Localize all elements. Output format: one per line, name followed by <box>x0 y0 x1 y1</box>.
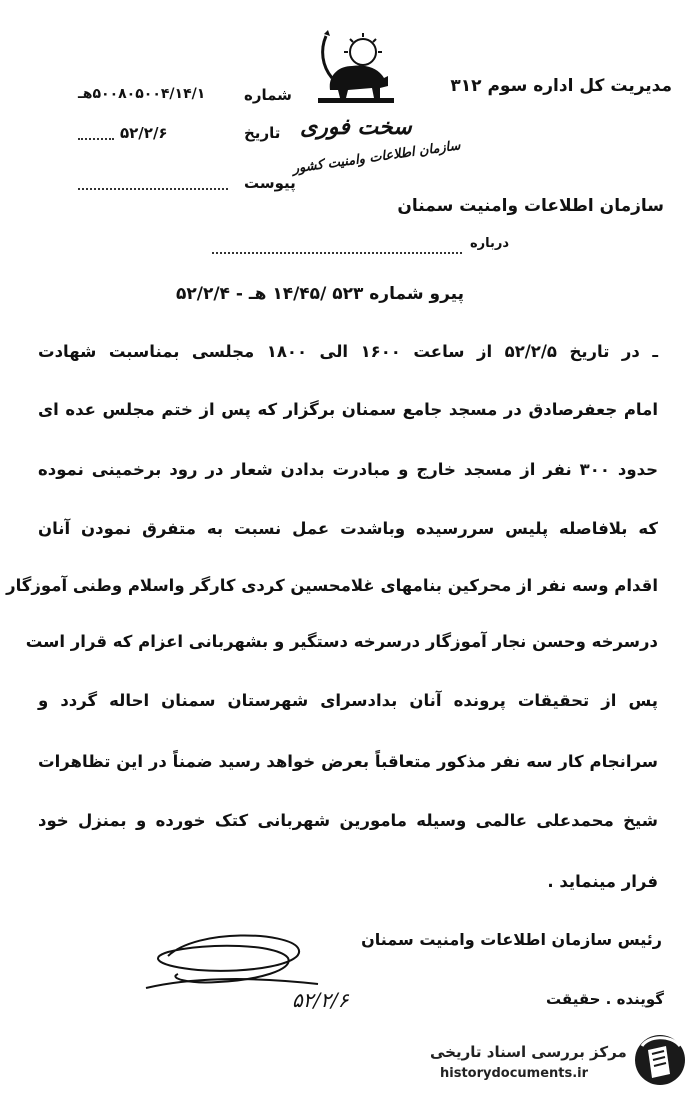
number-label: شماره <box>244 86 292 104</box>
signature-line: رئیس سازمان اطلاعات وامنیت سمنان <box>361 930 662 949</box>
handwritten-signature <box>138 918 328 998</box>
document-center-logo-icon <box>630 1032 690 1088</box>
watermark-site: historydocuments.ir <box>440 1066 589 1081</box>
organization-stamp: سازمان اطلاعات وامنیت کشور <box>291 138 462 177</box>
date-value: ۵۲/۲/۶ <box>120 124 168 142</box>
body-line: پس از تحقیقات پرونده آنان بدادسرای شهرستان سمنان احاله گردد و <box>38 691 658 710</box>
body-line: شیخ محمدعلی عالمی وسیله مامورین شهربانی کتک خورده و بمنزل خود <box>38 811 658 830</box>
body-line-last: فرار مینماید . <box>547 872 658 891</box>
recipient: سازمان اطلاعات وامنیت سمنان <box>397 196 664 216</box>
body-line: اقدام وسه نفر از محرکین بنامهای غلامحسین کردی کارگر واسلام وطنی آموزگار <box>6 576 658 595</box>
subject-dots <box>212 242 462 254</box>
body-line: حدود ۳۰۰ نفر از مسجد خارج و مبادرت بدادن شعار در رود برخمینی نموده <box>38 460 659 479</box>
date-label: تاریخ <box>244 124 281 142</box>
body-line: سرانجام کار سه نفر مذکور متعاقباً بعرض خواهد رسید ضمناً در این تظاهرات <box>38 752 658 771</box>
lion-and-sun-emblem-icon <box>308 28 400 106</box>
subject-label: درباره <box>470 236 510 251</box>
urgent-stamp: سخت فوری <box>300 114 412 140</box>
body-line: امام جعفرصادق در مسجد جامع سمنان برگزار که پس از ختم مجلس عده ای <box>38 400 658 419</box>
department-line: مدیریت کل اداره سوم ۳۱۲ <box>450 76 672 96</box>
reference-line: پیرو شماره ۵۲۳ /۱۴/۴۵ هـ - ۵۲/۲/۴ <box>176 284 464 304</box>
body-line: درسرخه وحسن نجار آموزگار درسرخه دستگیر و بشهربانی اعزام که قرار است <box>25 632 658 651</box>
attachment-label: پیوست <box>244 174 296 192</box>
signature-date: ۵۲/۲/۶ <box>292 988 349 1012</box>
number-value: ۵۰۰۸۰۵۰۰۴/۱۴/۱هـ <box>78 86 206 102</box>
watermark-title: مرکز بررسی اسناد تاریخی <box>430 1043 627 1061</box>
typist-line: گوینده . حقیقت <box>546 990 664 1008</box>
body-line: که بلافاصله پلیس سررسیده وباشدت عمل نسبت به متفرق نمودن آنان <box>38 519 658 538</box>
attachment-dots <box>78 178 228 190</box>
date-dots <box>78 128 114 140</box>
body-line: ـ در تاریخ ۵۲/۲/۵ از ساعت ۱۶۰۰ الی ۱۸۰۰ مجلسی بمناسبت شهادت <box>38 342 658 361</box>
